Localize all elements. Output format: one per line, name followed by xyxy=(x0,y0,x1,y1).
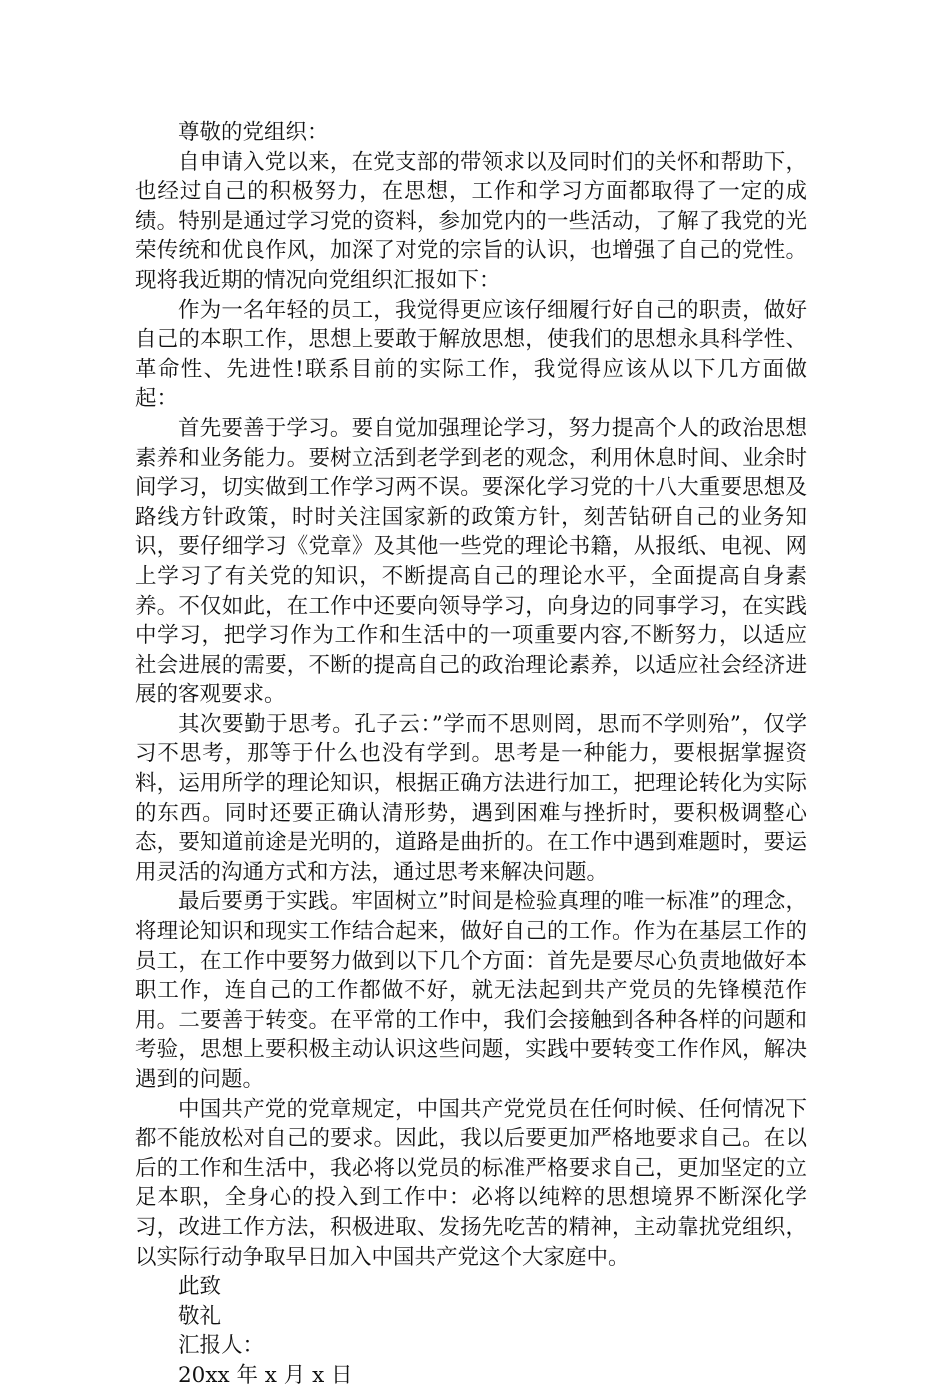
salutation: 尊敬的党组织： xyxy=(178,120,329,145)
closing-line-2: 敬礼 xyxy=(178,1303,222,1329)
paragraph-intro: 自申请入党以来，在党支部的带领求以及同时们的关怀和帮助下，也经过自己的积极努力，在思想，工作和学习方面都取得了一定的成绩。特别是通过学习党的资料，参加党内的一些活动，了解了我党的光荣传统和优良作风，加深了对党的宗旨的认识，也增强了自己的党性。现将我近期的情况向党组织汇报如下： xyxy=(135,149,807,293)
paragraph-conclusion: 中国共产党的党章规定，中国共产党党员在任何时候、任何情况下都不能放松对自己的要求。因此，我以后要更加严格地要求自己。在以后的工作和生活中，我必将以党员的标准严格要求自己，更加坚定的立足本职，全身心的投入到工作中：必将以纯粹的思想境界不断深化学习，改进工作方法，积极进取、发扬先吃苦的精神，主动靠扰党组织，以实际行动争取早日加入中国共产党这个大家庭中。 xyxy=(135,1096,807,1270)
paragraph-study: 首先要善于学习。要自觉加强理论学习，努力提高个人的政治思想素养和业务能力。要树立活到老学到老的观念，利用休息时间、业余时间学习，切实做到工作学习两不误。要深化学习党的十八大重要思想及路线方针政策，时时关注国家新的政策方针，刻苦钻研自己的业务知识，要仔细学习《党章》及其他一些党的理论书籍，从报纸、电视、网上学习了有关党的知识，不断提高自己的理论水平，全面提高自身素养。不仅如此，在工作中还要向领导学习，向身边的同事学习，在实践中学习，把学习作为工作和生活中的一项重要内容,不断努力，以适应社会进展的需要，不断的提高自己的政治理论素养，以适应社会经济进展的客观要求。 xyxy=(135,415,807,708)
report-date: 20xx 年 x 月 x 日 xyxy=(178,1362,353,1388)
paragraph-think: 其次要勤于思考。孔子云：”学而不思则罔，思而不学则殆”，仅学习不思考，那等于什么也没有学到。思考是一种能力，要根据掌握资料，运用所学的理论知识，根据正确方法进行加工，把理论转化为实际的东西。同时还要正确认清形势，遇到困难与挫折时，要积极调整心态，要知道前途是光明的，道路是曲折的。在工作中遇到难题时，要运用灵活的沟通方式和方法，通过思考来解决问题。 xyxy=(135,711,807,885)
paragraph-duty: 作为一名年轻的员工，我觉得更应该仔细履行好自己的职责，做好自己的本职工作，思想上要敢于解放思想，使我们的思想永具科学性、革命性、先进性!联系目前的实际工作，我觉得应该从以下几方面做起： xyxy=(135,297,807,412)
paragraph-practice: 最后要勇于实践。牢固树立”时间是检验真理的唯一标准”的理念，将理论知识和现实工作结合起来，做好自己的工作。作为在基层工作的员工，在工作中要努力做到以下几个方面：首先是要尽心负责地做好本职工作，连自己的工作都做不好，就无法起到共产党员的先锋模范作用。二要善于转变。在平常的工作中，我们会接触到各种各样的问题和考验，思想上要积极主动认识这些问题，实践中要转变工作作风，解决遇到的问题。 xyxy=(135,889,807,1092)
document-body xyxy=(135,118,807,1391)
closing-line-1: 此致 xyxy=(178,1274,222,1300)
reporter-label: 汇报人： xyxy=(178,1333,265,1359)
